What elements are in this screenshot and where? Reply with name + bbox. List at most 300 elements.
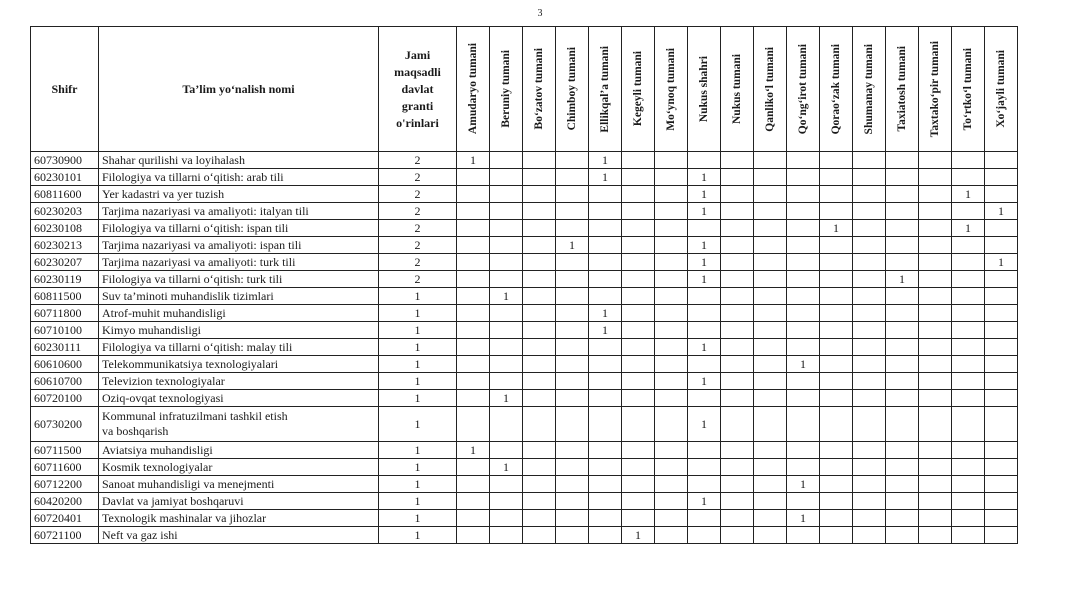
district-cell	[589, 476, 622, 493]
district-cell	[490, 493, 523, 510]
district-cell	[754, 288, 787, 305]
district-cell	[523, 339, 556, 356]
header-district	[985, 27, 1018, 152]
district-cell	[688, 390, 721, 407]
district-cell	[952, 527, 985, 544]
district-cell	[853, 356, 886, 373]
district-cell	[985, 493, 1018, 510]
district-cell	[853, 254, 886, 271]
header-district	[688, 27, 721, 152]
district-cell	[556, 527, 589, 544]
district-cell	[622, 288, 655, 305]
district-cell	[919, 442, 952, 459]
district-cell	[886, 339, 919, 356]
district-cell	[820, 442, 853, 459]
district-cell: 1	[688, 339, 721, 356]
row-name: Kosmik texnologiyalar	[99, 459, 379, 476]
district-cell	[622, 442, 655, 459]
district-cell	[952, 254, 985, 271]
district-cell	[754, 339, 787, 356]
district-cell	[655, 271, 688, 288]
table-row	[31, 510, 1018, 527]
district-cell	[919, 220, 952, 237]
row-name: Tarjima nazariyasi va amaliyoti: ispan tili	[99, 237, 379, 254]
district-cell	[853, 459, 886, 476]
district-cell	[556, 407, 589, 442]
district-cell	[787, 407, 820, 442]
district-cell	[490, 152, 523, 169]
district-cell	[886, 356, 919, 373]
row-code: 60721100	[31, 527, 99, 544]
district-cell: 1	[985, 254, 1018, 271]
district-cell	[952, 169, 985, 186]
district-cell: 1	[457, 442, 490, 459]
district-cell	[886, 322, 919, 339]
district-cell	[523, 220, 556, 237]
district-cell	[688, 356, 721, 373]
district-cell	[919, 169, 952, 186]
district-cell: 1	[490, 390, 523, 407]
page-number: 3	[537, 8, 543, 19]
header-district	[721, 27, 754, 152]
district-cell: 1	[688, 373, 721, 390]
district-cell	[457, 220, 490, 237]
district-cell: 1	[622, 527, 655, 544]
row-name: Suv ta’minoti muhandislik tizimlari	[99, 288, 379, 305]
row-code: 60730900	[31, 152, 99, 169]
district-cell	[985, 220, 1018, 237]
row-code: 60420200	[31, 493, 99, 510]
district-cell	[754, 305, 787, 322]
district-cell	[721, 493, 754, 510]
district-cell	[820, 356, 853, 373]
row-name: Filologiya va tillarni o‘qitish: malay tili	[99, 339, 379, 356]
district-cell	[622, 390, 655, 407]
district-cell	[886, 152, 919, 169]
district-cell	[919, 339, 952, 356]
district-cell	[655, 203, 688, 220]
header-district	[754, 27, 787, 152]
district-cell	[787, 271, 820, 288]
district-cell	[490, 305, 523, 322]
district-cell	[787, 288, 820, 305]
district-cell	[754, 356, 787, 373]
grant-allocation-table	[30, 26, 1018, 544]
district-cell	[820, 203, 853, 220]
district-cell	[457, 407, 490, 442]
district-cell	[820, 186, 853, 203]
district-cell	[754, 220, 787, 237]
row-name: Davlat va jamiyat boshqaruvi	[99, 493, 379, 510]
district-cell	[490, 203, 523, 220]
header-district	[886, 27, 919, 152]
row-code: 60230101	[31, 169, 99, 186]
table-row	[31, 459, 1018, 476]
district-cell	[721, 288, 754, 305]
district-cell	[853, 203, 886, 220]
district-cell	[556, 322, 589, 339]
district-cell	[523, 254, 556, 271]
district-cell: 1	[688, 493, 721, 510]
district-cell: 1	[589, 322, 622, 339]
district-cell	[754, 510, 787, 527]
district-cell	[787, 152, 820, 169]
district-cell	[556, 390, 589, 407]
district-cell	[952, 203, 985, 220]
row-total: 2	[379, 237, 457, 254]
row-total: 2	[379, 271, 457, 288]
header-code: Shifr	[31, 27, 99, 152]
district-cell	[853, 339, 886, 356]
district-cell: 1	[589, 169, 622, 186]
row-total: 1	[379, 527, 457, 544]
district-cell	[985, 169, 1018, 186]
district-cell	[688, 220, 721, 237]
district-cell	[655, 169, 688, 186]
district-cell: 1	[490, 459, 523, 476]
district-cell	[919, 237, 952, 254]
row-code: 60710100	[31, 322, 99, 339]
district-cell	[853, 237, 886, 254]
row-code: 60720401	[31, 510, 99, 527]
district-cell	[523, 493, 556, 510]
row-total: 2	[379, 254, 457, 271]
district-cell	[886, 305, 919, 322]
district-cell	[919, 356, 952, 373]
district-cell	[688, 459, 721, 476]
district-cell	[655, 254, 688, 271]
district-cell	[457, 169, 490, 186]
district-cell	[688, 288, 721, 305]
district-cell	[523, 390, 556, 407]
district-cell	[787, 254, 820, 271]
row-total: 2	[379, 203, 457, 220]
header-name: Ta’lim yo‘nalish nomi	[99, 27, 379, 152]
district-cell	[853, 169, 886, 186]
district-cell	[622, 339, 655, 356]
district-cell	[985, 356, 1018, 373]
district-cell	[919, 510, 952, 527]
district-cell	[523, 169, 556, 186]
district-cell	[490, 237, 523, 254]
district-cell	[820, 373, 853, 390]
district-cell	[523, 203, 556, 220]
district-cell	[820, 169, 853, 186]
row-code: 60711600	[31, 459, 99, 476]
district-cell	[589, 527, 622, 544]
district-cell	[886, 186, 919, 203]
row-name: Televizion texnologiyalar	[99, 373, 379, 390]
district-label: Taxiatosh tumani	[896, 46, 908, 132]
district-cell	[985, 442, 1018, 459]
district-cell	[655, 476, 688, 493]
district-cell	[952, 152, 985, 169]
district-cell	[556, 271, 589, 288]
row-name: Neft va gaz ishi	[99, 527, 379, 544]
district-label: Xo‘jayli tumani	[995, 50, 1007, 128]
header-district	[787, 27, 820, 152]
header-district	[457, 27, 490, 152]
table-row	[31, 373, 1018, 390]
row-total: 1	[379, 339, 457, 356]
district-label: Qorao‘zak tumani	[830, 43, 842, 135]
district-cell	[490, 442, 523, 459]
district-cell	[688, 476, 721, 493]
district-cell	[919, 407, 952, 442]
district-cell: 1	[952, 220, 985, 237]
district-cell	[523, 288, 556, 305]
district-cell	[688, 322, 721, 339]
district-cell	[919, 373, 952, 390]
district-cell	[919, 527, 952, 544]
district-cell	[721, 322, 754, 339]
district-cell	[457, 390, 490, 407]
row-name: Tarjima nazariyasi va amaliyoti: italyan tili	[99, 203, 379, 220]
district-cell	[556, 442, 589, 459]
district-cell	[457, 459, 490, 476]
district-cell	[523, 407, 556, 442]
district-cell	[655, 305, 688, 322]
district-cell	[820, 288, 853, 305]
table-row	[31, 203, 1018, 220]
table-row	[31, 390, 1018, 407]
district-cell	[523, 510, 556, 527]
district-cell	[490, 220, 523, 237]
row-total: 1	[379, 510, 457, 527]
district-cell	[787, 203, 820, 220]
district-cell: 1	[787, 476, 820, 493]
district-cell	[886, 288, 919, 305]
table-row	[31, 476, 1018, 493]
district-cell	[556, 373, 589, 390]
district-cell	[952, 510, 985, 527]
district-cell	[886, 493, 919, 510]
table-row	[31, 237, 1018, 254]
district-cell	[688, 510, 721, 527]
district-cell	[754, 237, 787, 254]
district-cell	[721, 407, 754, 442]
district-cell	[721, 254, 754, 271]
district-cell	[853, 271, 886, 288]
row-name: Tarjima nazariyasi va amaliyoti: turk tili	[99, 254, 379, 271]
row-total: 1	[379, 373, 457, 390]
district-cell	[457, 271, 490, 288]
district-cell	[523, 356, 556, 373]
district-cell	[655, 237, 688, 254]
district-cell: 1	[688, 407, 721, 442]
district-cell	[886, 220, 919, 237]
district-cell	[754, 407, 787, 442]
district-cell	[556, 203, 589, 220]
district-cell	[919, 390, 952, 407]
district-cell	[523, 152, 556, 169]
row-code: 60711800	[31, 305, 99, 322]
district-cell: 1	[490, 288, 523, 305]
district-cell	[952, 493, 985, 510]
district-cell	[523, 459, 556, 476]
district-cell	[952, 459, 985, 476]
row-code: 60230108	[31, 220, 99, 237]
district-cell	[820, 407, 853, 442]
table-row	[31, 305, 1018, 322]
row-code: 60230203	[31, 203, 99, 220]
district-cell	[490, 356, 523, 373]
district-cell	[622, 220, 655, 237]
district-label: Qo‘ng‘irot tumani	[797, 43, 809, 135]
district-cell	[622, 186, 655, 203]
district-cell	[853, 442, 886, 459]
district-cell	[754, 493, 787, 510]
district-cell	[457, 254, 490, 271]
table-body	[31, 152, 1018, 544]
district-cell	[721, 203, 754, 220]
district-cell	[523, 186, 556, 203]
district-label: Kegeyli tumani	[632, 51, 644, 127]
district-cell	[556, 339, 589, 356]
district-cell	[787, 322, 820, 339]
district-cell	[622, 169, 655, 186]
district-cell	[886, 169, 919, 186]
district-label: Qanliko‘l tumani	[764, 46, 776, 132]
district-cell	[457, 288, 490, 305]
district-cell	[820, 237, 853, 254]
district-label: Amudaryo tumani	[467, 43, 479, 135]
district-cell	[655, 322, 688, 339]
district-cell	[622, 356, 655, 373]
table-row	[31, 356, 1018, 373]
row-total: 1	[379, 288, 457, 305]
district-cell	[622, 271, 655, 288]
row-total: 2	[379, 186, 457, 203]
district-cell	[490, 254, 523, 271]
district-cell	[556, 476, 589, 493]
district-cell: 1	[820, 220, 853, 237]
district-cell	[721, 271, 754, 288]
district-label: To‘rtko‘l tumani	[962, 47, 974, 131]
row-name: Oziq-ovqat texnologiyasi	[99, 390, 379, 407]
district-cell	[754, 459, 787, 476]
district-label: Chimboy tumani	[566, 47, 578, 131]
district-cell	[688, 527, 721, 544]
district-label: Nukus tumani	[731, 54, 743, 124]
district-cell	[919, 288, 952, 305]
header-district	[556, 27, 589, 152]
district-cell	[820, 305, 853, 322]
district-cell	[919, 459, 952, 476]
district-cell	[721, 152, 754, 169]
district-cell	[886, 203, 919, 220]
district-cell	[952, 407, 985, 442]
district-cell	[721, 459, 754, 476]
district-cell	[787, 305, 820, 322]
district-cell	[457, 527, 490, 544]
district-cell	[490, 373, 523, 390]
district-cell	[919, 271, 952, 288]
district-cell	[622, 203, 655, 220]
table-row	[31, 288, 1018, 305]
table-row	[31, 322, 1018, 339]
district-cell	[886, 407, 919, 442]
district-cell	[853, 220, 886, 237]
district-cell	[721, 220, 754, 237]
district-cell	[985, 237, 1018, 254]
district-cell	[490, 527, 523, 544]
district-cell	[457, 476, 490, 493]
district-cell	[919, 254, 952, 271]
district-cell	[490, 322, 523, 339]
district-cell	[787, 339, 820, 356]
district-cell	[754, 442, 787, 459]
district-cell	[589, 459, 622, 476]
header-total: Jami maqsadli davlat granti o'rinlari	[379, 27, 457, 152]
district-cell	[523, 442, 556, 459]
district-cell	[556, 220, 589, 237]
district-cell	[721, 237, 754, 254]
district-cell	[721, 305, 754, 322]
district-label: Beruniy tumani	[500, 50, 512, 128]
district-cell	[754, 271, 787, 288]
district-cell	[721, 390, 754, 407]
district-cell	[655, 459, 688, 476]
district-label: Shumanay tumani	[863, 43, 875, 135]
district-cell	[457, 237, 490, 254]
district-cell: 1	[787, 356, 820, 373]
district-label: Nukus shahri	[698, 55, 710, 123]
district-cell	[556, 152, 589, 169]
district-cell: 1	[688, 169, 721, 186]
district-cell	[787, 442, 820, 459]
district-cell: 1	[688, 186, 721, 203]
district-cell	[556, 356, 589, 373]
district-cell	[820, 527, 853, 544]
district-cell	[622, 459, 655, 476]
row-total: 2	[379, 169, 457, 186]
district-cell	[853, 527, 886, 544]
row-name: Filologiya va tillarni o‘qitish: arab tili	[99, 169, 379, 186]
district-cell	[556, 510, 589, 527]
district-cell	[589, 510, 622, 527]
district-cell	[820, 152, 853, 169]
district-cell	[589, 220, 622, 237]
row-total: 1	[379, 356, 457, 373]
district-cell	[985, 476, 1018, 493]
district-cell	[919, 476, 952, 493]
district-cell	[490, 186, 523, 203]
district-cell	[886, 459, 919, 476]
district-cell	[787, 220, 820, 237]
district-cell	[655, 407, 688, 442]
district-cell	[655, 339, 688, 356]
district-cell	[721, 373, 754, 390]
district-cell	[589, 186, 622, 203]
district-cell	[457, 203, 490, 220]
district-cell	[820, 476, 853, 493]
table-row	[31, 527, 1018, 544]
district-cell	[655, 527, 688, 544]
district-cell	[853, 493, 886, 510]
district-cell	[589, 271, 622, 288]
row-name: Texnologik mashinalar va jihozlar	[99, 510, 379, 527]
header-district	[820, 27, 853, 152]
district-cell	[886, 390, 919, 407]
district-label: Ellikqal’a tumani	[599, 45, 611, 133]
district-cell	[523, 527, 556, 544]
district-cell	[490, 169, 523, 186]
district-cell	[787, 459, 820, 476]
row-name: Shahar qurilishi va loyihalash	[99, 152, 379, 169]
district-cell	[985, 339, 1018, 356]
district-cell	[721, 476, 754, 493]
